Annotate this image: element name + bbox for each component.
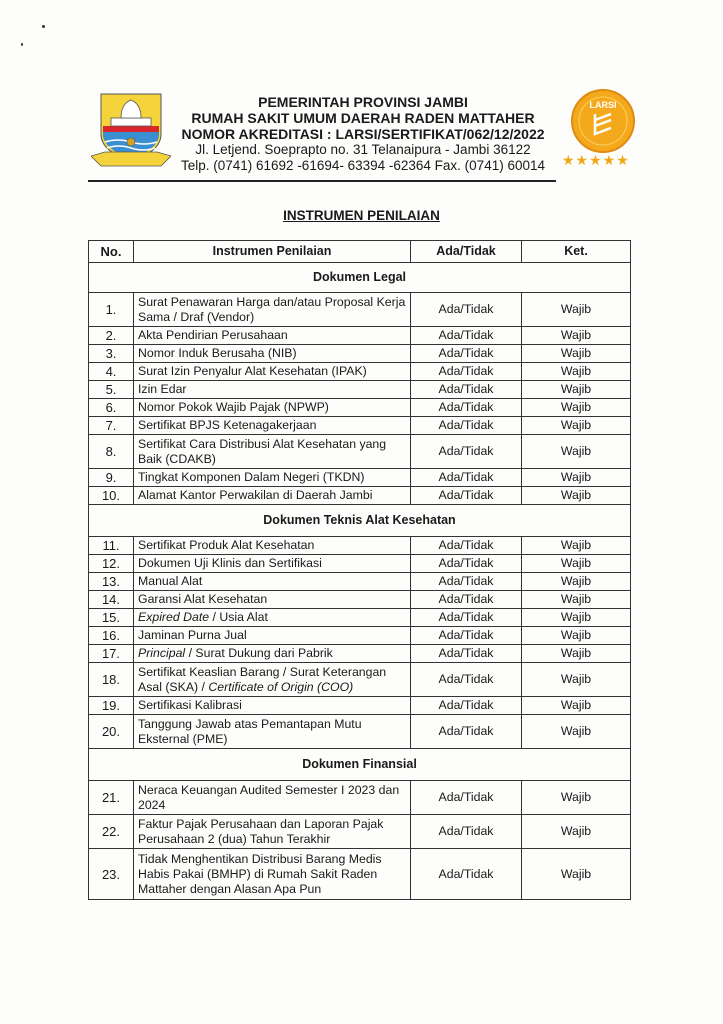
row-ket: Wajib [522,381,631,399]
row-no: 5. [89,381,134,399]
row-ada-tidak: Ada/Tidak [411,555,522,573]
header-ada-tidak: Ada/Tidak [411,241,522,263]
address: Jl. Letjend. Soeprapto no. 31 Telanaipura - Jambi 36122 [195,142,531,157]
row-instrumen: Surat Penawaran Harga dan/atau Proposal Kerja Sama / Draf (Vendor) [134,293,411,327]
table-row [89,327,631,345]
row-ket: Wajib [522,715,631,749]
row-ket: Wajib [522,555,631,573]
row-no: 8. [89,435,134,469]
row-instrumen: Sertifikat BPJS Ketenagakerjaan [134,417,411,435]
table-row [89,381,631,399]
letterhead-divider [88,180,556,182]
row-instrumen: Dokumen Uji Klinis dan Sertifikasi [134,555,411,573]
table-row [89,399,631,417]
row-ada-tidak: Ada/Tidak [411,849,522,900]
row-ket: Wajib [522,469,631,487]
row-ada-tidak: Ada/Tidak [411,573,522,591]
row-instrumen [134,645,411,663]
phone-fax: Telp. (0741) 61692 -61694- 63394 -62364 Fax. (0741) 60014 [180,158,545,173]
section-title: Dokumen Teknis Alat Kesehatan [89,505,631,537]
header-no: No. [89,241,134,263]
row-ada-tidak: Ada/Tidak [411,293,522,327]
row-ada-tidak: Ada/Tidak [411,697,522,715]
row-no: 20. [89,715,134,749]
table-row [89,435,631,469]
row-ket: Wajib [522,363,631,381]
assessment-table [88,240,631,900]
table-row [89,715,631,749]
row-no: 14. [89,591,134,609]
italic-term: Principal [138,646,186,660]
row-ada-tidak: Ada/Tidak [411,345,522,363]
table-row [89,663,631,697]
scan-speck [21,43,23,46]
row-ket: Wajib [522,435,631,469]
table-row [89,555,631,573]
row-ada-tidak: Ada/Tidak [411,715,522,749]
row-instrumen: Nomor Induk Berusaha (NIB) [134,345,411,363]
table-row [89,645,631,663]
row-ket: Wajib [522,781,631,815]
row-ada-tidak: Ada/Tidak [411,627,522,645]
row-ket: Wajib [522,591,631,609]
row-instrumen: Manual Alat [134,573,411,591]
row-no: 3. [89,345,134,363]
row-ada-tidak: Ada/Tidak [411,487,522,505]
table-row [89,815,631,849]
table-row [89,609,631,627]
government-name: PEMERINTAH PROVINSI JAMBI [258,94,468,110]
table-row [89,417,631,435]
section-title: Dokumen Legal [89,263,631,293]
row-ket: Wajib [522,487,631,505]
row-instrumen-rest: / Usia Alat [209,610,268,624]
row-no: 17. [89,645,134,663]
row-instrumen: Tidak Menghentikan Distribusi Barang Medis Habis Pakai (BMHP) di Rumah Sakit Raden Mattaher dengan Alasan Apa Pun [134,849,411,900]
row-instrumen-start: Sertifikat Keaslian Barang / Surat Keterangan Asal (SKA) / [138,664,387,694]
italic-term: Expired Date [138,610,210,624]
row-ket: Wajib [522,345,631,363]
table-row [89,697,631,715]
table-row [89,849,631,900]
row-instrumen: Tingkat Komponen Dalam Negeri (TKDN) [134,469,411,487]
row-no: 21. [89,781,134,815]
letterhead-text [163,94,563,174]
row-ada-tidak: Ada/Tidak [411,537,522,555]
row-ada-tidak: Ada/Tidak [411,435,522,469]
table-row [89,487,631,505]
table-row [89,363,631,381]
row-no: 13. [89,573,134,591]
row-ada-tidak: Ada/Tidak [411,327,522,345]
rating-stars: ★★★★★ [562,152,630,168]
row-ket: Wajib [522,697,631,715]
row-ada-tidak: Ada/Tidak [411,399,522,417]
row-no: 4. [89,363,134,381]
table-row [89,781,631,815]
row-no: 2. [89,327,134,345]
row-ada-tidak: Ada/Tidak [411,381,522,399]
row-instrumen: Garansi Alat Kesehatan [134,591,411,609]
table-row [89,293,631,327]
row-instrumen: Sertifikat Cara Distribusi Alat Kesehatan yang Baik (CDAKB) [134,435,411,469]
row-instrumen: Neraca Keuangan Audited Semester I 2023 dan 2024 [134,781,411,815]
row-instrumen: Akta Pendirian Perusahaan [134,327,411,345]
page-title: INSTRUMEN PENILAIAN [283,208,440,223]
row-instrumen-rest: / Surat Dukung dari Pabrik [185,646,333,660]
table-row [89,469,631,487]
row-instrumen [134,663,411,697]
row-no: 10. [89,487,134,505]
row-ket: Wajib [522,663,631,697]
row-ada-tidak: Ada/Tidak [411,663,522,697]
row-ket: Wajib [522,327,631,345]
row-ada-tidak: Ada/Tidak [411,591,522,609]
section-row [89,749,631,781]
row-instrumen [134,609,411,627]
larsi-accreditation-seal-icon [568,88,638,154]
row-ket: Wajib [522,609,631,627]
table-header-row [89,241,631,263]
row-no: 16. [89,627,134,645]
row-ada-tidak: Ada/Tidak [411,363,522,381]
table-row [89,591,631,609]
section-row [89,505,631,537]
jambi-province-crest-icon [91,90,171,170]
row-ada-tidak: Ada/Tidak [411,417,522,435]
row-ada-tidak: Ada/Tidak [411,781,522,815]
row-no: 23. [89,849,134,900]
row-instrumen: Izin Edar [134,381,411,399]
table-row [89,345,631,363]
row-ket: Wajib [522,537,631,555]
row-no: 15. [89,609,134,627]
row-no: 19. [89,697,134,715]
row-instrumen: Alamat Kantor Perwakilan di Daerah Jambi [134,487,411,505]
row-ket: Wajib [522,293,631,327]
table-row [89,573,631,591]
row-ada-tidak: Ada/Tidak [411,609,522,627]
row-ket: Wajib [522,573,631,591]
row-ada-tidak: Ada/Tidak [411,469,522,487]
table-row [89,537,631,555]
row-no: 6. [89,399,134,417]
row-no: 12. [89,555,134,573]
row-instrumen: Jaminan Purna Jual [134,627,411,645]
row-instrumen: Faktur Pajak Perusahaan dan Laporan Pajak Perusahaan 2 (dua) Tahun Terakhir [134,815,411,849]
row-ada-tidak: Ada/Tidak [411,815,522,849]
svg-text:LARSI: LARSI [589,100,617,110]
italic-term: Certificate of Origin (COO) [208,679,354,694]
row-instrumen: Sertifikat Produk Alat Kesehatan [134,537,411,555]
row-ket: Wajib [522,849,631,900]
hospital-name: RUMAH SAKIT UMUM DAERAH RADEN MATTAHER [191,110,535,126]
row-no: 18. [89,663,134,697]
row-no: 1. [89,293,134,327]
row-no: 22. [89,815,134,849]
scan-speck [42,25,45,28]
row-ket: Wajib [522,645,631,663]
row-ada-tidak: Ada/Tidak [411,645,522,663]
row-instrumen: Nomor Pokok Wajib Pajak (NPWP) [134,399,411,417]
letterhead [85,88,655,173]
section-title: Dokumen Finansial [89,749,631,781]
row-ket: Wajib [522,815,631,849]
section-row [89,263,631,293]
row-instrumen: Tanggung Jawab atas Pemantapan Mutu Eksternal (PME) [134,715,411,749]
row-ket: Wajib [522,399,631,417]
row-no: 7. [89,417,134,435]
row-ket: Wajib [522,417,631,435]
row-no: 9. [89,469,134,487]
row-instrumen: Surat Izin Penyalur Alat Kesehatan (IPAK) [134,363,411,381]
row-no: 11. [89,537,134,555]
header-instrumen: Instrumen Penilaian [134,241,411,263]
header-ket: Ket. [522,241,631,263]
accreditation-number: NOMOR AKREDITASI : LARSI/SERTIFIKAT/062/12/2022 [181,126,545,142]
row-ket: Wajib [522,627,631,645]
table-row [89,627,631,645]
row-instrumen: Sertifikasi Kalibrasi [134,697,411,715]
